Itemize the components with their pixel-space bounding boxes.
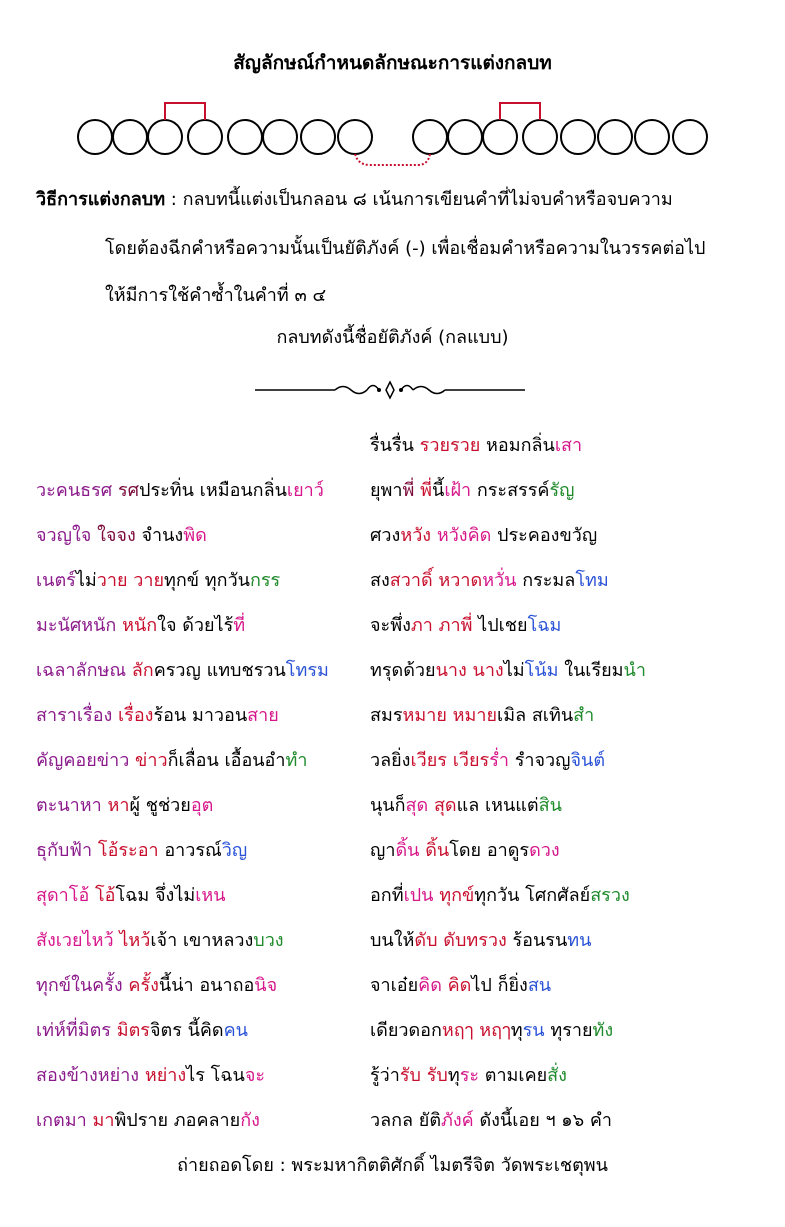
poem-word: กัง	[240, 1110, 260, 1131]
poem-word: ยุพา	[370, 480, 403, 501]
poem-word: กระมล	[516, 570, 576, 591]
poem-word: จวญใจ	[36, 525, 98, 546]
poem-word: บวง	[253, 930, 284, 951]
page-title: สัญลักษณ์กำหนดลักษณะการแต่งกลบท	[233, 52, 552, 74]
poem-word: นาง	[435, 660, 467, 681]
poem-word: นี้	[432, 480, 445, 501]
poem-word: โน้ม	[524, 660, 559, 681]
poem-word: ผู้ ชูช่วย	[129, 795, 191, 816]
poem-word: นาง	[472, 660, 504, 681]
poem-word: จินต์	[570, 750, 606, 771]
poem-word: ลัก	[131, 660, 154, 681]
poem-word: สังเวยไหว้	[36, 930, 114, 951]
poem-line-right	[370, 925, 591, 954]
poem-word: สิน	[538, 795, 562, 816]
poem-word: ดิ้น	[395, 840, 420, 861]
poem-word: พิปราย ภอคลาย	[114, 1110, 241, 1131]
poem-word: ภังค์	[441, 1110, 474, 1131]
poem-word: ทุกข์	[439, 885, 475, 906]
poem-word: ข่าว	[135, 750, 168, 771]
poem-word: ทัง	[592, 1020, 614, 1041]
poem-word: รวยรวย	[419, 435, 481, 456]
poem-word: สั่ง	[547, 1065, 567, 1086]
poem-word: ตะนาหา	[36, 795, 102, 816]
poem-word: ทน	[567, 930, 592, 951]
poem-word: เจ้า เขาหลวง	[150, 930, 254, 951]
poem-word: ทุ	[447, 1065, 460, 1086]
poem-line-right	[370, 430, 582, 459]
poem-word: ร่ำ	[489, 750, 509, 771]
poem-word: เปน	[403, 885, 434, 906]
ornament-divider	[255, 378, 525, 402]
poem-word: วลยิ่ง	[370, 750, 411, 771]
poem-word: เหน	[195, 885, 226, 906]
poem-word: มา	[92, 1110, 115, 1131]
method-line-3: ให้มีการใช้คำซ้ำในคำที่ ๓ ๔	[105, 285, 327, 306]
poem-line-right	[370, 610, 561, 639]
poem-word: พี่	[402, 480, 415, 501]
poem-word: เมิล สเทิน	[497, 705, 574, 726]
poem-word: ทุกข์ ทุกวัน	[164, 570, 250, 591]
poem-word: หวัง	[400, 525, 432, 546]
poem-word: รศ	[117, 480, 140, 501]
poem-word: หฤๅ	[441, 1020, 474, 1041]
poem-word: รับ	[399, 1065, 421, 1086]
poem-line-left	[36, 655, 329, 684]
poem-word: นี้น่า อนาถอ	[158, 975, 255, 996]
poem-word: สง	[370, 570, 390, 591]
poem-line-right	[370, 1015, 613, 1044]
poem-word: โดย อาดูร	[449, 840, 530, 861]
poem-word: สุด	[405, 795, 429, 816]
poem-word: วาย	[133, 570, 165, 591]
poem-word: กระสรรค์	[471, 480, 550, 501]
poem-line-left	[36, 790, 213, 819]
poem-word: หา	[107, 795, 130, 816]
poem-word: หนัก	[122, 615, 158, 636]
poem-word: สน	[527, 975, 552, 996]
poem-word: นุนก็	[370, 795, 406, 816]
poem-word: ครั้ง	[128, 975, 159, 996]
poem-word: วาย	[96, 570, 128, 591]
poem-word: ร้อน มาวอน	[153, 705, 248, 726]
poem-word: นำ	[623, 660, 646, 681]
poem-line-left	[36, 1105, 260, 1134]
poem-line-right	[370, 1060, 567, 1089]
poem-line-left	[36, 925, 284, 954]
poem-word: รน	[522, 1020, 545, 1041]
poem-word: สำ	[573, 705, 595, 726]
poem-word: กรร	[249, 570, 281, 591]
poem-word: รู้ว่า	[370, 1065, 400, 1086]
poem-word: ภาพี่	[438, 615, 473, 636]
poem-word: ก็เลื่อน เอื้อนอำ	[167, 750, 286, 771]
poem-word: พี่	[420, 480, 433, 501]
poem-word: อาวรณ์	[158, 840, 222, 861]
poem-word: ดับทรวง	[443, 930, 507, 951]
poem-word: เฝ้า	[444, 480, 472, 501]
poem-line-right	[370, 1105, 612, 1134]
poem-word: ตามเคย	[479, 1065, 548, 1086]
poem-word: มะนัศหนัก	[36, 615, 117, 636]
poem-word: อุต	[190, 795, 214, 816]
poem-word: ใจจง	[97, 525, 136, 546]
poem-line-left	[36, 700, 279, 729]
poem-word: บนให้	[370, 930, 415, 951]
poem-word: หวาด	[438, 570, 483, 591]
poem-word: ธุกับฟ้า	[36, 840, 93, 861]
method-line-2: โดยต้องฉีกคำหรือความนั้นเป็นยัติภังค์ (-) เพื่อเชื่อมคำหรือความในวรรคต่อไป	[105, 238, 706, 259]
poem-word: ดิ้น	[425, 840, 450, 861]
poem-word: เวียร	[452, 750, 490, 771]
poem-line-right	[370, 565, 609, 594]
poem-word: ทำ	[285, 750, 308, 771]
poem-word: เรื่อง	[118, 705, 154, 726]
poem-line-left	[36, 970, 277, 999]
poem-word: อกที่	[370, 885, 404, 906]
poem-word: เสา	[554, 435, 583, 456]
transcriber-credit: ถ่ายถอดโดย : พระมหากิตติศักดิ์ ไมตรีจิต วัดพระเชตุพน	[177, 1155, 608, 1176]
poem-word: ศวง	[370, 525, 401, 546]
poem-word: คิด	[418, 975, 442, 996]
poem-word: พิด	[183, 525, 207, 546]
poem-word: ดับ	[414, 930, 438, 951]
poem-word: รับ	[426, 1065, 448, 1086]
poem-word: รื่นรื่น	[370, 435, 420, 456]
poem-word: หฤๅ	[479, 1020, 511, 1041]
rhyme-scheme-diagram	[0, 95, 785, 175]
poem-word: คัญคอยข่าว	[36, 750, 130, 771]
poem-word: หย่าง	[144, 1065, 187, 1086]
poem-word: เยาว์	[286, 480, 324, 501]
poem-word: ร้อนรน	[506, 930, 568, 951]
poem-word: ทุ	[510, 1020, 523, 1041]
poem-word: เดียวดอก	[370, 1020, 442, 1041]
poem-line-left	[36, 475, 324, 504]
poem-line-right	[370, 970, 551, 999]
poem-word: ทุกวัน โศกศัลย์	[474, 885, 591, 906]
poem-word: โอ้	[95, 885, 116, 906]
poem-word: รำจวญ	[508, 750, 571, 771]
poem-word: ไม่	[75, 570, 97, 591]
method-text-1: : กลบทนี้แต่งเป็นกลอน ๘ เน้นการเขียนคำที่ไม่จบคำหรือจบความ	[165, 189, 673, 210]
poem-word: คิด	[447, 975, 472, 996]
poem-word: หมาย	[402, 705, 447, 726]
poem-word: โฉม จึ่งไม่	[115, 885, 196, 906]
poem-word: แล เหนแต่	[456, 795, 539, 816]
poem-word: หวั่น	[482, 570, 517, 591]
poem-line-left	[36, 565, 280, 594]
poem-line-right	[370, 790, 562, 819]
poem-word: จาเอ๋ย	[370, 975, 419, 996]
poem-word: คน	[223, 1020, 248, 1041]
poem-word: ไม่	[503, 660, 525, 681]
poem-word: ทรุดด้วย	[370, 660, 436, 681]
poem-word: สมร	[370, 705, 403, 726]
poem-word: หมาย	[452, 705, 498, 726]
poem-line-right	[370, 655, 646, 684]
poem-word: ดังนี้เอย ฯ ๑๖ คำ	[473, 1110, 613, 1131]
poem-word: จำนง	[135, 525, 184, 546]
poem-word: ระ	[459, 1065, 480, 1086]
poem-word: ญา	[370, 840, 396, 861]
poem-word: ในเรียม	[558, 660, 624, 681]
poem-line-right	[370, 880, 630, 909]
poem-word: เวียร	[410, 750, 447, 771]
poem-line-left	[36, 610, 245, 639]
poem-line-left	[36, 835, 247, 864]
poem-word: ไร โฉน	[186, 1065, 245, 1086]
poem-line-left	[36, 1015, 248, 1044]
poem-word: เท่ห์ที่มิตร	[36, 1020, 111, 1041]
poem-word: สรวง	[590, 885, 630, 906]
poem-word: ดวง	[529, 840, 560, 861]
poem-word: สองข้างหย่าง	[36, 1065, 140, 1086]
poem-word: สาราเรื่อง	[36, 705, 113, 726]
poem-word: ทุกข์ในครั้ง	[36, 975, 123, 996]
poem-word: สุด	[433, 795, 457, 816]
poem-word: สุดาโอ้	[36, 885, 90, 906]
poem-line-right	[370, 475, 574, 504]
poem-line-left	[36, 1060, 265, 1089]
poem-word: จะพึ่ง	[370, 615, 411, 636]
poem-word: จะ	[244, 1065, 266, 1086]
poem-line-left	[36, 880, 226, 909]
poem-word: จิตร นี้คิด	[149, 1020, 224, 1041]
poem-word: ภา	[410, 615, 433, 636]
poem-word: สวาดิ์	[389, 570, 433, 591]
poem-word: นิจ	[254, 975, 278, 996]
poem-word: ประทิ่น เหมือนกลิ่น	[139, 480, 287, 501]
poem-word: วิญ	[221, 840, 248, 861]
poem-word: ไปเชย	[472, 615, 528, 636]
poem-word: ที่	[233, 615, 246, 636]
poem-word: หอมกลิ่น	[480, 435, 555, 456]
poem-word: เฉลาลักษณ	[36, 660, 127, 681]
method-line-1	[36, 184, 776, 213]
poem-line-right	[370, 835, 560, 864]
poem-word: มิตร	[116, 1020, 150, 1041]
poem-word: โทม	[575, 570, 609, 591]
poem-word: โฉม	[527, 615, 562, 636]
method-label: วิธีการแต่งกลบท	[36, 189, 166, 210]
poem-word: เนตร์	[36, 570, 76, 591]
poem-word: ทุราย	[544, 1020, 593, 1041]
poem-line-left	[36, 745, 307, 774]
poem-word: เกตมา	[36, 1110, 87, 1131]
poem-word: ครวญ แทบชรวน	[153, 660, 286, 681]
poem-line-right	[370, 520, 597, 549]
poem-line-right	[370, 745, 605, 774]
poem-word: รัญ	[549, 480, 575, 501]
poem-word: ไป ก็ยิ่ง	[471, 975, 528, 996]
poem-word: วะคนธรศ	[36, 480, 118, 501]
poem-caption: กลบทดังนี้ชื่อยัติภังค์ (กลแบบ)	[276, 327, 509, 348]
poem-line-left	[36, 520, 207, 549]
poem-word: หวังคิด	[436, 525, 492, 546]
poem-word: วลกล ยัติ	[370, 1110, 442, 1131]
poem-word: โอ้ระอา	[97, 840, 159, 861]
poem-word: ใจ ด้วยไร้	[157, 615, 234, 636]
poem-word: ไหว้	[119, 930, 151, 951]
poem-word: ประคองขวัญ	[491, 525, 598, 546]
poem-word: สาย	[247, 705, 279, 726]
poem-line-right	[370, 700, 594, 729]
poem-word: โทรม	[285, 660, 329, 681]
